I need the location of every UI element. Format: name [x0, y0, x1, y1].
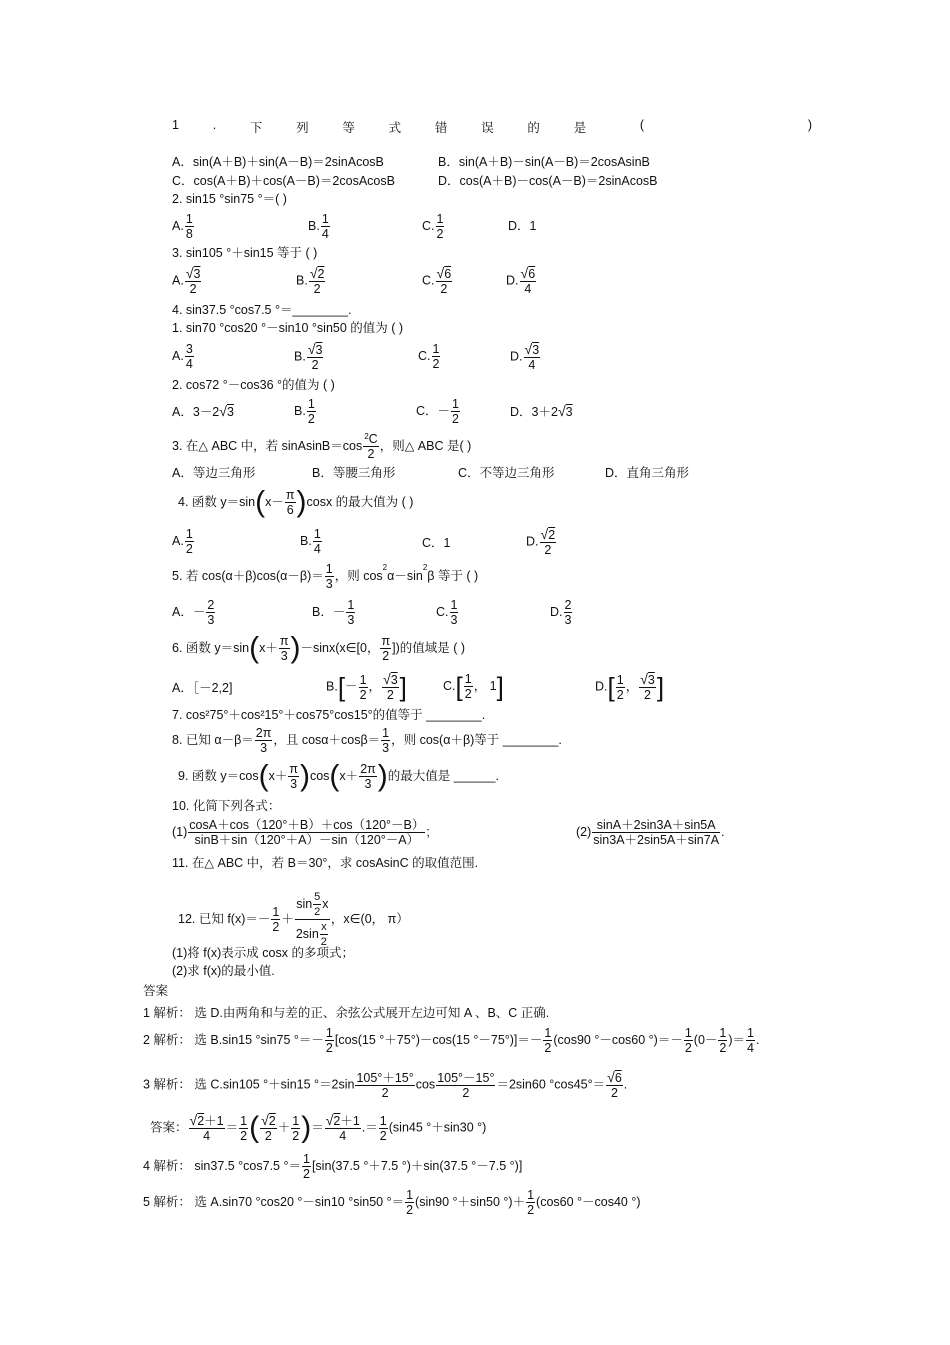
- answer-2: 2 解析： 选 B.sin15 °sin75 °＝－ $\frac{1}{2}$ [cos(15 °＋75°)－cos(15 °－75°)]＝－ $\frac{1}{2}$ (cos90 °－cos60 °)＝－ $\frac{1}{2}$ (0－ $\frac{1}{2}$ )＝ $\frac{1}{4}$ .: [143, 1026, 760, 1055]
- practice-2-stem: 2. cos72 °－cos36 °的值为 ( ): [172, 378, 335, 392]
- answer-5: 5 解析： 选 A.sin70 °cos20 °－sin10 °sin50 °＝ $\frac{1}{2}$ (sin90 °＋sin50 °)＋ $\frac{1}{2}$ (cos60 °－cos40 °): [143, 1188, 641, 1217]
- p3-option-b: B．等腰三角形: [312, 466, 396, 480]
- practice-5-stem: 5. 若 cos(α＋β)cos(α－β)＝ $\frac{1}{3}$ ，则 $\cos^2\alpha-\sin^2\beta$ 等于 ( ): [172, 562, 479, 591]
- p6-option-d: D.[ $\frac{1}{2}$ ， $\frac{√3}{2}$ ]: [595, 671, 665, 702]
- practice-6-stem: 6. 函数 y＝sin(x＋ $\frac{\pi}{3}$ )－sinx(x∈[0， $\frac{\pi}{2}$ ])的值域是 ( ): [172, 631, 466, 665]
- p2-option-a: A．3－2√3: [172, 403, 234, 419]
- practice-3-stem: 3. 在△ ABC 中，若 sinAsinB＝cos $\frac{^2C}{2}$ ，则△ ABC 是( ): [172, 432, 472, 461]
- answer-3: 3 解析： 选 C.sin105 °＋sin15 °＝2sin $\frac{105^\circ+15^\circ}{2}$ cos $\frac{105^\circ-15^\circ}{2}$ ＝2sin60 °cos45°＝ $\frac{√6}{2}$ .: [143, 1069, 628, 1100]
- q2-stem: 2. sin15 °sin75 °＝( ): [172, 192, 287, 206]
- answer-4: 4 解析： sin37.5 °cos7.5 °＝ $\frac{1}{2}$ [sin(37.5 °＋7.5 °)＋sin(37.5 °－7.5 °)]: [143, 1152, 523, 1181]
- q1-option-b: B．sin(A＋B)－sin(A－B)＝2cosAsinB: [438, 155, 650, 169]
- p6-option-a: A．［－2,2]: [172, 681, 233, 695]
- practice-10-stem: 10. 化简下列各式：: [172, 799, 281, 813]
- q1-option-a: A．sin(A＋B)＋sin(A－B)＝2sinAcosB: [172, 155, 384, 169]
- practice-4-stem: 4. 函数 y＝sin(x－ $\frac{\pi}{6}$ )cosx 的最大值为 ( ): [178, 485, 414, 519]
- q3-option-a: A. $\frac{√3}{2}$: [172, 265, 201, 296]
- p4-option-d: D. $\frac{√2}{2}$: [526, 526, 556, 557]
- p5-option-c: C. $\frac{1}{3}$: [436, 598, 458, 627]
- q3-stem: 3. sin105 °＋sin15 等于 ( ): [172, 246, 318, 260]
- p12-sub-2: (2)求 f(x)的最小值.: [172, 964, 275, 978]
- practice-12-stem: 12. 已知 f(x)＝－ $\frac{1}{2}$ ＋ sin $\frac{5}{2}$ x 2sin $\frac{x}{2}$ ，x∈(0， π）: [178, 891, 409, 948]
- p3-option-c: C．不等边三角形: [458, 466, 555, 480]
- p4-option-a: A. $\frac{1}{2}$: [172, 527, 193, 556]
- p3-option-a: A．等边三角形: [172, 466, 256, 480]
- practice-8-stem: 8. 已知 α－β＝ $\frac{2\pi}{3}$ ，且 cosα＋cosβ＝ $\frac{1}{3}$ ，则 cos(α＋β)等于 ________.: [172, 726, 562, 755]
- p4-option-c: C．1: [422, 536, 451, 550]
- question-1-stem: 1 . 下 列 等 式 错 误 的 是 ( ): [172, 118, 812, 135]
- p5-option-d: D. $\frac{2}{3}$: [550, 598, 572, 627]
- q3-option-b: B. $\frac{√2}{2}$: [296, 265, 325, 296]
- p2-option-d: D．3＋2√3: [510, 403, 573, 419]
- practice-7-stem: 7. cos²75°＋cos²15°＋cos75°cos15°的值等于 ________.: [172, 708, 486, 722]
- q3-option-d: D. $\frac{√6}{4}$: [506, 265, 536, 296]
- q1-option-c: C．cos(A＋B)＋cos(A－B)＝2cosAcosB: [172, 174, 395, 188]
- answer-1: 1 解析： 选 D.由两角和与差的正、余弦公式展开左边可知 A 、B、C 正确.: [143, 1006, 550, 1020]
- p1-option-b: B. $\frac{√3}{2}$: [294, 341, 323, 372]
- p10-part-1: (1) $\frac{\cos A+\cos(120^\circ+B)+\cos(120^\circ-B)}{\sin B+\sin(120^\circ+A)-\sin(120^\circ-A)}$ ;: [172, 818, 430, 847]
- q1-option-d: D．cos(A＋B)－cos(A－B)＝2sinAcosB: [438, 174, 658, 188]
- q2-option-d: D．1: [508, 219, 537, 233]
- p2-option-c: C．－ $\frac{1}{2}$: [416, 397, 459, 426]
- p6-option-b: B.[－ $\frac{1}{2}$ ， $\frac{√3}{2}$ ]: [326, 671, 407, 702]
- p12-sub-1: (1)将 f(x)表示成 cosx 的多项式；: [172, 946, 354, 960]
- q4-stem: 4. sin37.5 °cos7.5 °＝________.: [172, 303, 352, 317]
- q2-option-a: A. $\frac{1}{8}$: [172, 212, 193, 241]
- q2-option-c: C. $\frac{1}{2}$: [422, 212, 444, 241]
- p4-option-b: B. $\frac{1}{4}$: [300, 527, 321, 556]
- q2-option-b: B. $\frac{1}{4}$: [308, 212, 329, 241]
- p5-option-b: B．－ $\frac{1}{3}$: [312, 598, 355, 627]
- practice-1-stem: 1. sin70 °cos20 °－sin10 °sin50 的值为 ( ): [172, 321, 404, 335]
- p5-option-a: A．－ $\frac{2}{3}$: [172, 598, 215, 627]
- practice-11-stem: 11. 在△ ABC 中，若 B＝30°，求 cosAsinC 的取值范围.: [172, 856, 479, 870]
- practice-9-stem: 9. 函数 y＝cos(x＋ $\frac{\pi}{3}$ )cos(x＋ $\frac{2\pi}{3}$ )的最大值是 ______.: [178, 759, 499, 793]
- q3-option-c: C. $\frac{√6}{2}$: [422, 265, 452, 296]
- p10-part-2: (2) $\frac{\sin A+2\sin 3A+\sin 5A}{\sin 3A+2\sin 5A+\sin 7A}$ .: [576, 818, 725, 847]
- p1-option-d: D. $\frac{√3}{4}$: [510, 341, 540, 372]
- answer-3-b: 答案： $\frac{√2+1}{4}$ ＝ $\frac{1}{2}$ ( $\frac{√2}{2}$ ＋ $\frac{1}{2}$ )＝ $\frac{√2+1}{4}$ .＝ $\frac{1}{2}$ (sin45 °＋sin30 °): [150, 1111, 487, 1144]
- p6-option-c: C.[ $\frac{1}{2}$ ， 1]: [443, 671, 504, 702]
- p1-option-a: A. $\frac{3}{4}$: [172, 342, 193, 371]
- p2-option-b: B. $\frac{1}{2}$: [294, 397, 315, 426]
- answers-heading: 答案: [143, 984, 169, 998]
- p1-option-c: C. $\frac{1}{2}$: [418, 342, 440, 371]
- p3-option-d: D．直角三角形: [605, 466, 690, 480]
